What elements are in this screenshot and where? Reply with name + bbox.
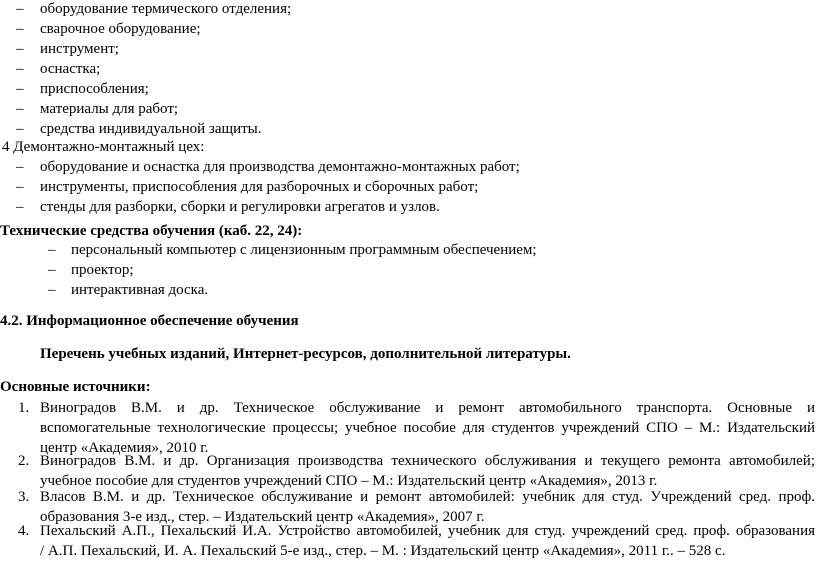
- sources-heading: Основные источники:: [0, 379, 151, 395]
- info-subheading: Перечень учебных изданий, Интернет-ресурсов, дополнительной литературы.: [40, 346, 571, 362]
- info-heading: 4.2. Информационное обеспечение обучения: [0, 313, 299, 329]
- dash-bullet: [16, 0, 30, 19]
- dash-bullet: [16, 40, 30, 59]
- reference-number: 2.: [18, 453, 30, 469]
- dash-bullet: [16, 198, 30, 217]
- dash-bullet: [16, 120, 30, 139]
- reference-text: Пехальский А.П., Пехальский И.А. Устройство автомобилей, учебник для студ. учреждений сред. проф. образования / А.П. Пехальский, И. А. Пехальский 5-е изд., стер. – М. : Издательский центр «Академия», 2011 г.. – 528 с.: [40, 523, 815, 559]
- section-heading: 4 Демонтажно-монтажный цех:: [2, 139, 205, 155]
- reference-number: 4.: [18, 523, 30, 539]
- dash-bullet: [16, 178, 30, 197]
- dash-bullet: [48, 241, 62, 260]
- reference-text: Власов В.М. и др. Техническое обслуживание и ремонт автомобилей: учебник для студ. Учреждений сред. проф. образования 3-е изд., стер. – Издательский центр «Академия», 2007 г.: [40, 489, 815, 525]
- reference-text: Виноградов В.М. и др. Организация производства технического обслуживания и текущего ремонта автомобилей; учебное пособие для студентов учреждений СПО – М.: Издательский центр «Академия», 2013 г.: [40, 453, 815, 489]
- dash-bullet: [16, 80, 30, 99]
- dash-bullet: [48, 261, 62, 280]
- reference-number: 1.: [18, 400, 30, 416]
- dash-bullet: [16, 20, 30, 39]
- reference-text: Виноградов В.М. и др. Техническое обслуживание и ремонт автомобильного транспорта. Основные и вспомогательные технологические процессы; учебное пособие для студентов учреждений СПО – М.: Издательский центр «Академия», 2010 г.: [40, 400, 815, 456]
- dash-bullet: [16, 158, 30, 177]
- reference-number: 3.: [18, 489, 30, 505]
- dash-bullet: [16, 60, 30, 79]
- dash-bullet: [16, 100, 30, 119]
- tech-heading: Технические средства обучения (каб. 22, 24):: [0, 223, 303, 239]
- dash-bullet: [48, 281, 62, 300]
